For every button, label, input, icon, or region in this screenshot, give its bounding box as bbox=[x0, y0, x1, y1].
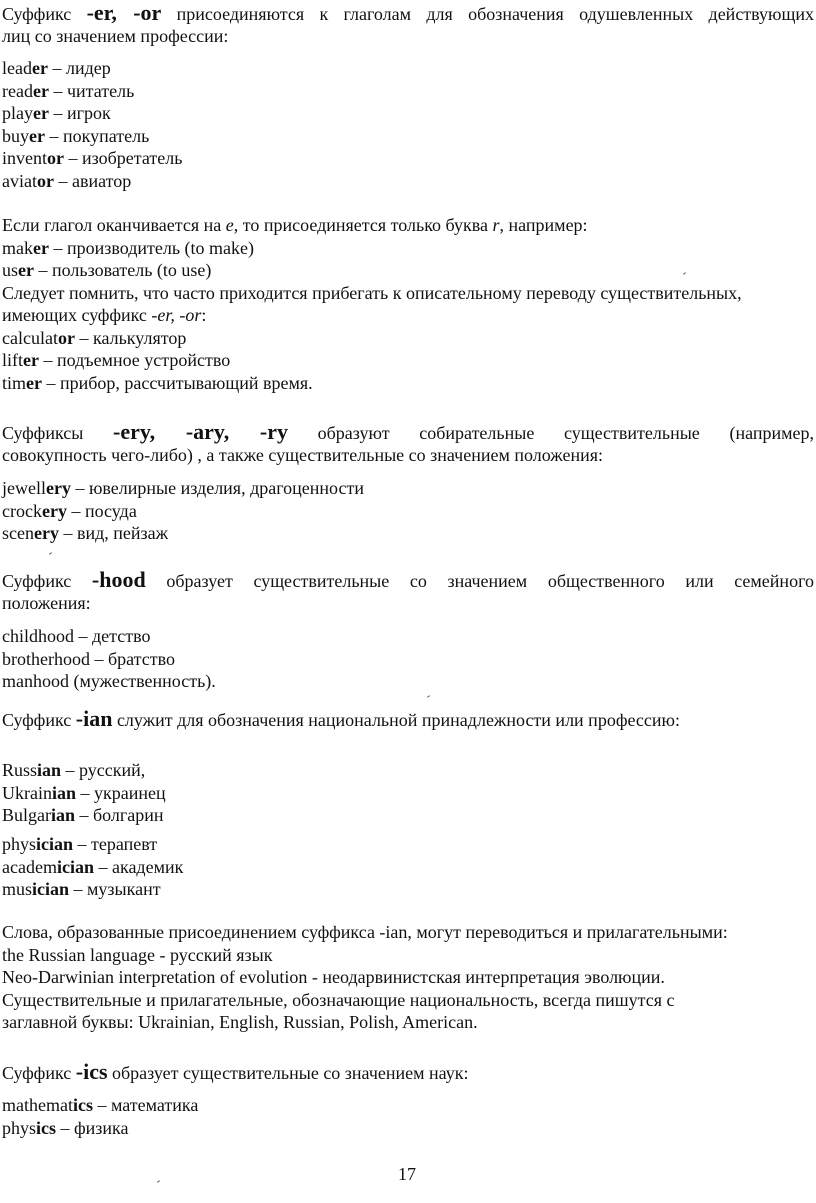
translation: – авиатор bbox=[53, 170, 132, 191]
word-suffix: ician bbox=[32, 879, 70, 899]
section-ian bbox=[2, 708, 814, 731]
example-line bbox=[2, 237, 814, 260]
example-line bbox=[2, 477, 814, 500]
example-line bbox=[2, 80, 814, 103]
word-stem: mak bbox=[2, 237, 33, 258]
example-line bbox=[2, 522, 814, 545]
heading-text: присоединяются к глаголам для обозначения одушевленных действующих bbox=[161, 4, 814, 24]
word-stem: Ukrain bbox=[2, 782, 52, 803]
example-line bbox=[2, 856, 814, 879]
heading-text: Суффикс bbox=[2, 1063, 76, 1083]
word-suffix: er bbox=[29, 125, 45, 146]
word-suffix: er bbox=[33, 103, 49, 123]
examples-ian-nationality bbox=[2, 759, 814, 827]
word-suffix: ian bbox=[37, 760, 62, 780]
word-stem: phys bbox=[2, 834, 37, 854]
translation: – академик bbox=[93, 856, 184, 877]
example-line bbox=[2, 147, 814, 170]
rule-text: , например: bbox=[499, 215, 588, 235]
translation: – математика bbox=[92, 1095, 199, 1115]
example-line bbox=[2, 125, 814, 148]
page-number: 17 bbox=[398, 1164, 416, 1184]
scan-speck bbox=[427, 695, 430, 698]
word-suffix: or bbox=[47, 148, 64, 168]
section-heading bbox=[2, 421, 814, 444]
translation: – украинец bbox=[76, 782, 166, 803]
translation: – производитель (to make) bbox=[48, 237, 255, 258]
word-suffix: ics bbox=[72, 1095, 93, 1115]
section-hood bbox=[2, 569, 814, 614]
paragraph-line: заглавной буквы: Ukrainian, English, Russian, Polish, American. bbox=[2, 1012, 478, 1032]
word-suffix: er bbox=[31, 58, 48, 78]
word-suffix: or bbox=[36, 170, 54, 191]
note-line-1: Следует помнить, что часто приходится прибегать к описательному переводу существительных, bbox=[2, 282, 742, 303]
examples-ery bbox=[2, 477, 814, 545]
example-line bbox=[2, 170, 814, 193]
heading-text: образует существительные со значением общественного или семейного bbox=[145, 571, 814, 591]
scan-speck bbox=[157, 1180, 160, 1183]
heading-line-2: положения: bbox=[2, 592, 91, 613]
translation: – болгарин bbox=[75, 805, 164, 825]
rule-text: , то присоединяется только буква bbox=[233, 215, 493, 235]
example-line: childhood – детство bbox=[2, 626, 151, 646]
word-suffix: er bbox=[33, 237, 49, 258]
paragraph-line: Слова, образованные присоединением суффикса -ian, могут переводиться и прилагательными: bbox=[2, 922, 728, 942]
example-line bbox=[2, 1094, 814, 1117]
translation: – терапевт bbox=[73, 834, 158, 854]
letter-e: е bbox=[225, 215, 234, 235]
word-suffix: er bbox=[26, 372, 42, 393]
example-line bbox=[2, 804, 814, 827]
example-line bbox=[2, 349, 814, 372]
heading-text: Суффикс bbox=[2, 710, 76, 730]
example-line: brotherhood – братство bbox=[2, 648, 175, 669]
word-stem: aviat bbox=[2, 170, 37, 191]
translation: – читатель bbox=[48, 80, 135, 101]
word-suffix: er bbox=[18, 260, 34, 280]
example-line bbox=[2, 878, 814, 901]
word-stem: us bbox=[2, 260, 19, 280]
section-heading bbox=[2, 708, 814, 731]
heading-text: Суффиксы bbox=[2, 423, 114, 443]
heading-text: Суффикс bbox=[2, 4, 87, 24]
word-suffix: ian bbox=[51, 782, 76, 803]
example-line bbox=[2, 833, 814, 856]
translation: – игрок bbox=[48, 103, 111, 123]
word-stem: buy bbox=[2, 125, 29, 146]
paragraph-line: Существительные и прилагательные, обозначающие национальность, всегда пишутся с bbox=[2, 989, 675, 1010]
word-stem: Bulgar bbox=[2, 805, 51, 825]
word-suffix: ician bbox=[36, 834, 74, 854]
example-line bbox=[2, 782, 814, 805]
translation: – русский, bbox=[61, 760, 146, 780]
translation: – прибор, рассчитывающий время. bbox=[42, 372, 313, 393]
translation: – физика bbox=[56, 1117, 129, 1138]
translation: – изобретатель bbox=[64, 148, 183, 168]
section-ics bbox=[2, 1061, 814, 1084]
section-heading bbox=[2, 569, 814, 592]
section-heading bbox=[2, 2, 814, 25]
rule-text: Если глагол оканчивается на bbox=[2, 215, 226, 235]
word-stem: phys bbox=[2, 1117, 37, 1138]
translation: – посуда bbox=[66, 500, 137, 521]
examples-ian-profession bbox=[2, 833, 814, 901]
suffix-label: -ian bbox=[75, 706, 113, 731]
examples-hood bbox=[2, 625, 814, 693]
word-stem: mus bbox=[2, 879, 33, 899]
example-line bbox=[2, 1117, 814, 1140]
heading-text: образуют собирательные существительные (например, bbox=[287, 423, 814, 443]
word-stem: academ bbox=[2, 856, 57, 877]
translation: – ювелирные изделия, драгоценности bbox=[70, 478, 364, 498]
example-line bbox=[2, 327, 814, 350]
translation: – подъемное устройство bbox=[38, 350, 231, 370]
word-suffix: ian bbox=[51, 805, 76, 825]
ian-adjectives-paragraph bbox=[2, 921, 814, 1034]
word-stem: lead bbox=[2, 58, 32, 78]
translation: – музыкант bbox=[69, 879, 161, 899]
section-er-or bbox=[2, 2, 814, 47]
rule-line bbox=[2, 214, 814, 237]
word-suffix: ery bbox=[41, 500, 67, 521]
suffix-label: -ery, -ary, -ry bbox=[113, 419, 288, 444]
word-stem: scen bbox=[2, 523, 34, 543]
example-line bbox=[2, 57, 814, 80]
examples-er-or bbox=[2, 57, 814, 192]
section-heading bbox=[2, 1061, 814, 1084]
word-suffix: er bbox=[23, 350, 39, 370]
word-stem: jewell bbox=[2, 478, 46, 498]
example-line bbox=[2, 372, 814, 395]
word-stem: Russ bbox=[2, 760, 38, 780]
note-line-2 bbox=[2, 304, 814, 327]
word-stem: calculat bbox=[2, 327, 58, 348]
example-line bbox=[2, 759, 814, 782]
translation: – вид, пейзаж bbox=[58, 523, 169, 543]
word-stem: lift bbox=[2, 350, 23, 370]
scan-speck bbox=[49, 552, 52, 555]
word-suffix: er bbox=[32, 80, 49, 101]
heading-text: Суффикс bbox=[2, 571, 92, 591]
rule-e-block bbox=[2, 214, 814, 394]
example-line: manhood (мужественность). bbox=[2, 671, 216, 691]
note-text: имеющих суффикс bbox=[2, 305, 152, 325]
section-ery bbox=[2, 421, 814, 466]
word-stem: tim bbox=[2, 372, 27, 393]
letter-r: r bbox=[492, 215, 500, 235]
suffix-label: -ics bbox=[75, 1059, 108, 1084]
word-stem: invent bbox=[2, 148, 47, 168]
heading-text: служит для обозначения национальной принадлежности или профессию: bbox=[112, 710, 680, 730]
suffix-label: -er, -or bbox=[86, 0, 162, 25]
word-stem: play bbox=[2, 103, 33, 123]
word-suffix: ician bbox=[56, 856, 94, 877]
paragraph-line: the Russian language - русский язык bbox=[2, 944, 273, 965]
example-line bbox=[2, 102, 814, 125]
heading-line-2: совокупность чего-либо) , а также существительные со значением положения: bbox=[2, 444, 604, 465]
translation: – лидер bbox=[47, 58, 111, 78]
word-suffix: ery bbox=[45, 478, 71, 498]
word-suffix: ics bbox=[36, 1117, 57, 1138]
example-line bbox=[2, 500, 814, 523]
heading-line-2: лиц со значением профессии: bbox=[2, 25, 229, 46]
word-stem: crock bbox=[2, 500, 42, 521]
word-stem: mathemat bbox=[2, 1095, 73, 1115]
word-suffix: ery bbox=[33, 523, 59, 543]
word-stem: read bbox=[2, 80, 33, 101]
note-text: : bbox=[201, 305, 207, 325]
heading-text: образует существительные со значением наук: bbox=[107, 1063, 469, 1083]
word-suffix: or bbox=[57, 327, 75, 348]
translation: – покупатель bbox=[44, 125, 150, 146]
suffix-italic: -er, -or bbox=[151, 305, 202, 325]
translation: – калькулятор bbox=[74, 327, 187, 348]
examples-ics bbox=[2, 1094, 814, 1139]
translation: – пользователь (to use) bbox=[34, 260, 212, 280]
suffix-label: -hood bbox=[91, 567, 146, 592]
paragraph-line: Neo-Darwinian interpretation of evolution - неодарвинистская интерпретация эволюции. bbox=[2, 967, 665, 987]
example-line bbox=[2, 259, 814, 282]
